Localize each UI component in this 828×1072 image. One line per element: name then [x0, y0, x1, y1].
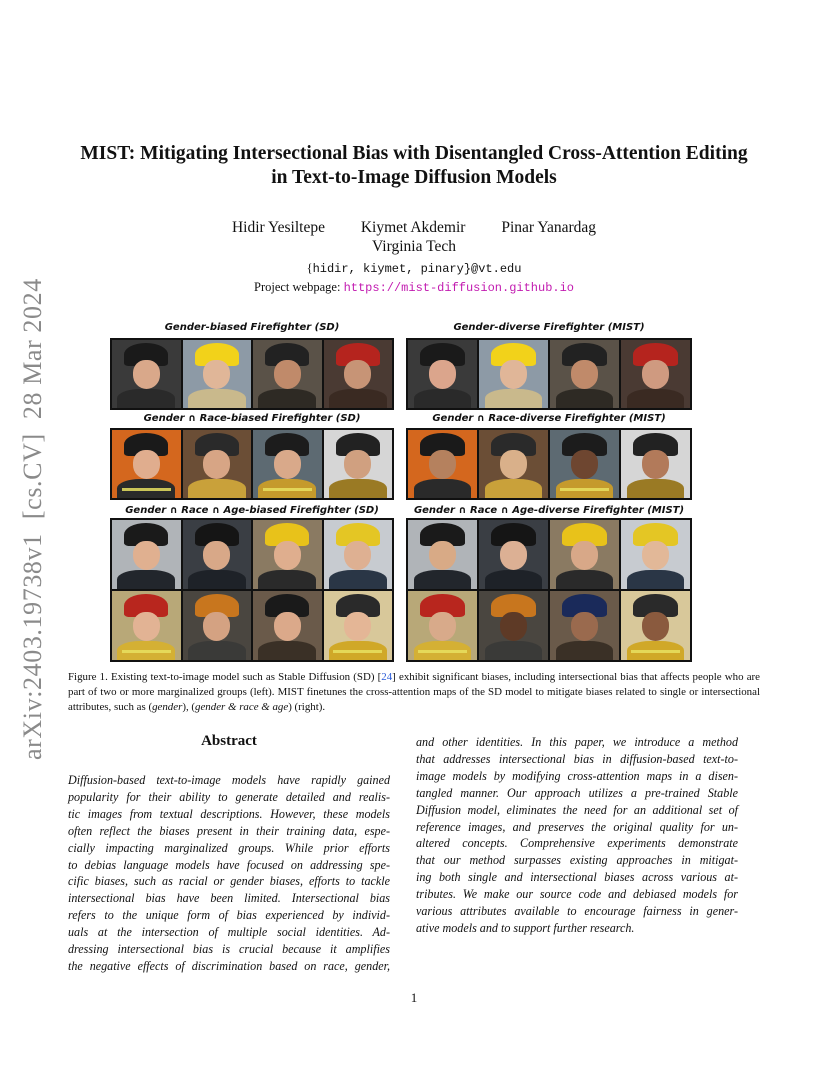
portrait-image: [550, 430, 619, 498]
abstract-line: often reflect the biases present in their training data, espe-: [68, 823, 390, 838]
project-webpage: [0, 280, 828, 295]
portrait-image: [550, 591, 619, 660]
portrait-image: [408, 430, 477, 498]
portrait-image: [621, 430, 690, 498]
abstract-line: altered concepts. Comprehensive experiments demonstrate: [416, 836, 738, 851]
email-brace-open: {: [306, 261, 313, 275]
abstract-line: refers to the unique form of bias experienced by individ-: [68, 908, 390, 923]
panel-title-gender-race-age-biased: Gender ∩ Race ∩ Age-biased Firefighter (SD): [125, 505, 379, 516]
abstract-line: dressing intersectional bias is crucial because it amplifies: [68, 942, 390, 957]
paper-title: [60, 142, 768, 190]
abstract-line: cially impacting marginalized groups. While prior efforts: [68, 840, 390, 855]
portrait-image: [408, 340, 477, 408]
arxiv-identifier: arXiv:2403.19738v1 [cs.CV] 28 Mar 2024: [18, 278, 47, 760]
webpage-label: Project webpage:: [254, 280, 341, 294]
abstract-line: that addresses intersectional bias in diffusion-based text-to-: [416, 751, 738, 766]
portrait-image: [253, 520, 322, 589]
portrait-image: [253, 430, 322, 498]
abstract-line: cific biases, such as racial or gender biases, efforts to tackle: [68, 874, 390, 889]
gender-diverse-images: [406, 338, 692, 410]
abstract-line: tributes. We make our source code and debiased models for: [416, 887, 738, 902]
panel-title-gender-race-age-diverse: Gender ∩ Race ∩ Age-diverse Firefighter (MIST): [413, 505, 685, 516]
author-emails: [0, 261, 828, 276]
portrait-image: [479, 591, 548, 660]
abstract-line: image models by modifying cross-attention maps in a disen-: [416, 768, 738, 783]
gender-biased-images: [110, 338, 394, 410]
portrait-image: [183, 520, 252, 589]
portrait-image: [479, 520, 548, 589]
gender-race-age-diverse-images: [406, 518, 692, 662]
portrait-image: [324, 520, 393, 589]
page-number: 1: [410, 990, 418, 1005]
portrait-image: [183, 430, 252, 498]
abstract-line: to debias language models have focused on addressing spe-: [68, 857, 390, 872]
gender-race-biased-images: [110, 428, 394, 500]
portrait-image: [621, 520, 690, 589]
portrait-image: [621, 591, 690, 660]
author-3: Pinar Yanardag: [501, 219, 597, 236]
author-list: [0, 219, 828, 237]
abstract-line: various attributes available to encourage fairness in gener-: [416, 904, 738, 919]
portrait-image: [183, 591, 252, 660]
title-line-1: MIST: Mitigating Intersectional Bias with Disentangled Cross-Attention Editing: [80, 143, 748, 164]
abstract-line: uals at the intersection of multiple social identities. Ad-: [68, 925, 390, 940]
portrait-image: [479, 430, 548, 498]
title-line-2: in Text-to-Image Diffusion Models: [271, 167, 557, 188]
citation-link[interactable]: 24: [381, 671, 393, 683]
abstract-line: reference images, and preserves the original quality for un-: [416, 819, 738, 834]
abstract-line: that our method surpasses existing approaches in mitigat-: [416, 853, 738, 868]
abstract-line: Diffusion-based text-to-image models have rapidly gained: [68, 773, 390, 787]
abstract-line: and other identities. In this paper, we introduce a method: [416, 735, 738, 749]
email-names: hidir, kiymet, pinary: [312, 262, 464, 276]
abstract-right-column: [416, 734, 738, 937]
portrait-image: [253, 340, 322, 408]
portrait-image: [324, 430, 393, 498]
portrait-image: [550, 520, 619, 589]
abstract-line: tic images from textual descriptions. However, these models: [68, 806, 390, 821]
portrait-image: [324, 340, 393, 408]
portrait-image: [408, 520, 477, 589]
gender-race-diverse-images: [406, 428, 692, 500]
portrait-image: [112, 591, 181, 660]
portrait-image: [621, 340, 690, 408]
abstract-line: ative models and to support further research.: [416, 920, 635, 935]
panel-title-gender-race-biased: Gender ∩ Race-biased Firefighter (SD): [143, 413, 361, 424]
panel-title-gender-biased: Gender-biased Firefighter (SD): [164, 322, 340, 333]
abstract-line: the negative effects of discrimination based on race, gender,: [68, 958, 390, 973]
portrait-image: [112, 520, 181, 589]
abstract-heading: Abstract: [201, 733, 257, 749]
portrait-image: [479, 340, 548, 408]
portrait-image: [253, 591, 322, 660]
abstract-line: popularity for their ability to generate detailed and realis-: [68, 789, 390, 804]
caption-italic: gender: [152, 701, 183, 713]
caption-text: ) (right).: [288, 701, 326, 713]
portrait-image: [112, 340, 181, 408]
author-1: Hidir Yesiltepe: [231, 219, 325, 236]
email-domain: }@vt.edu: [463, 262, 522, 276]
caption-text: ] exhibit significant biases, including intersectional bias that affects people who are part of two or more marginalized groups (left). MIST finetunes the cross-attention maps of the SD model to mitigate biases related to single or intersectional attributes, such as (: [68, 671, 760, 713]
abstract-line: tangled manner. Our approach utilizes a pre-trained Stable: [416, 785, 738, 800]
caption-text: Figure 1. Existing text-to-image model such as Stable Diffusion (SD) [: [68, 671, 382, 683]
portrait-image: [408, 591, 477, 660]
portrait-image: [324, 591, 393, 660]
abstract-line: ing both single and intersectional biases across various at-: [416, 870, 738, 885]
portrait-image: [550, 340, 619, 408]
portrait-image: [112, 430, 181, 498]
gender-race-age-biased-images: [110, 518, 394, 662]
affiliation: Virginia Tech: [372, 238, 456, 255]
figure-caption: [68, 670, 760, 715]
portrait-image: [183, 340, 252, 408]
panel-title-gender-diverse: Gender-diverse Firefighter (MIST): [453, 322, 645, 333]
author-2: Kiymet Akdemir: [360, 219, 466, 236]
abstract-line: Diffusion model, eliminates the need for an additional set of: [416, 802, 738, 817]
webpage-link[interactable]: https://mist-diffusion.github.io: [343, 281, 574, 295]
panel-title-gender-race-diverse: Gender ∩ Race-diverse Firefighter (MIST): [432, 413, 666, 424]
abstract-line: intersectional bias have been limited. Intersectional bias: [68, 891, 390, 906]
abstract-left-column: [68, 772, 390, 975]
caption-italic: gender & race & age: [195, 701, 289, 713]
caption-text: ), (: [182, 701, 196, 713]
